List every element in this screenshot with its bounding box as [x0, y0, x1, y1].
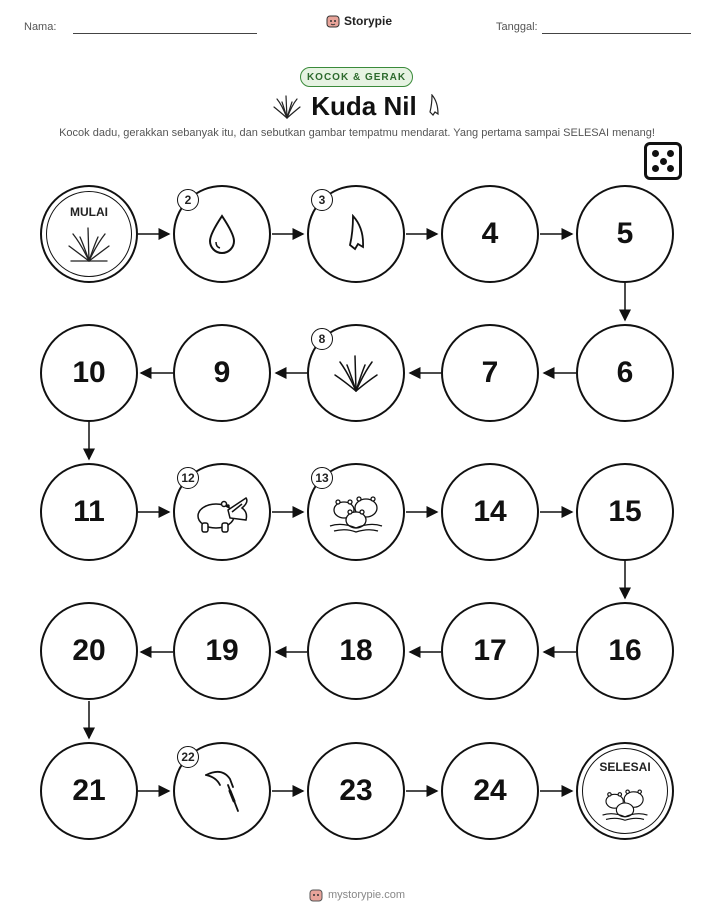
- brand-mascot-icon: [309, 888, 323, 902]
- board-cell: [40, 742, 138, 840]
- board-cell: [40, 463, 138, 561]
- water-drop-icon: [207, 214, 237, 254]
- board-cell: [441, 185, 539, 283]
- cell-number-badge: 8: [311, 328, 333, 350]
- board-cell: [307, 602, 405, 700]
- cell-number: 21: [72, 774, 106, 807]
- board-cell: [576, 602, 674, 700]
- grass-icon: [333, 353, 379, 393]
- board-cell: [307, 742, 405, 840]
- cell-number: 7: [481, 356, 499, 389]
- instructions: Kocok dadu, gerakkan sebanyak itu, dan sebutkan gambar tempatmu mendarat. Yang pertama sampai SELESAI menang!: [59, 127, 655, 139]
- cell-number: 14: [473, 495, 507, 528]
- date-label: Tanggal:: [496, 21, 538, 33]
- cell-number: 6: [616, 356, 634, 389]
- cell-number: 10: [72, 356, 106, 389]
- cell-number-badge: 13: [311, 467, 333, 489]
- cell-number-badge: 22: [177, 746, 199, 768]
- cell-number-badge: 12: [177, 467, 199, 489]
- board-cell: [173, 602, 271, 700]
- cell-number: 19: [205, 634, 239, 667]
- sickle-icon: [200, 767, 244, 815]
- cell-number: 23: [339, 774, 373, 807]
- cell-number: 24: [473, 774, 507, 807]
- cell-number-badge: 3: [311, 189, 333, 211]
- board-cell: [173, 185, 271, 283]
- brand-name: Storypie: [344, 14, 393, 28]
- cell-number: 9: [213, 356, 231, 389]
- board-cell: [173, 324, 271, 422]
- activity-badge: KOCOK & GERAK: [300, 67, 413, 87]
- board-cell: [441, 742, 539, 840]
- board-cell: [441, 324, 539, 422]
- cell-number: 11: [73, 495, 105, 528]
- board-cell: [307, 324, 405, 422]
- cell-number: 18: [339, 634, 373, 667]
- start-label: MULAI: [70, 205, 108, 219]
- board-cell: [441, 602, 539, 700]
- board-cell: [40, 602, 138, 700]
- cell-number: 20: [72, 634, 106, 667]
- hippo-family-icon: [328, 490, 384, 534]
- hippo-yawning-icon: [194, 490, 250, 534]
- finish-label: SELESAI: [599, 760, 651, 774]
- board-cell: [576, 185, 674, 283]
- hippo-tooth-icon: [344, 214, 368, 254]
- cell-number: 5: [616, 217, 634, 250]
- board-cell: [307, 463, 405, 561]
- name-label: Nama:: [24, 21, 57, 33]
- footer: [0, 888, 714, 902]
- cell-number: 15: [608, 495, 642, 528]
- cell-number-badge: 2: [177, 189, 199, 211]
- board-cell: [576, 324, 674, 422]
- board-cell: [173, 463, 271, 561]
- board-cell: [307, 185, 405, 283]
- start-cell: [40, 185, 138, 283]
- title-text: Kuda Nil: [311, 90, 417, 121]
- finish-cell: [576, 742, 674, 840]
- cell-number: 16: [608, 634, 642, 667]
- board-cell: [40, 324, 138, 422]
- cell-number: 4: [481, 217, 499, 250]
- board-cell: [173, 742, 271, 840]
- board-cell: [441, 463, 539, 561]
- board-cell: [576, 463, 674, 561]
- cell-number: 17: [473, 634, 507, 667]
- footer-url: mystorypie.com: [327, 889, 406, 901]
